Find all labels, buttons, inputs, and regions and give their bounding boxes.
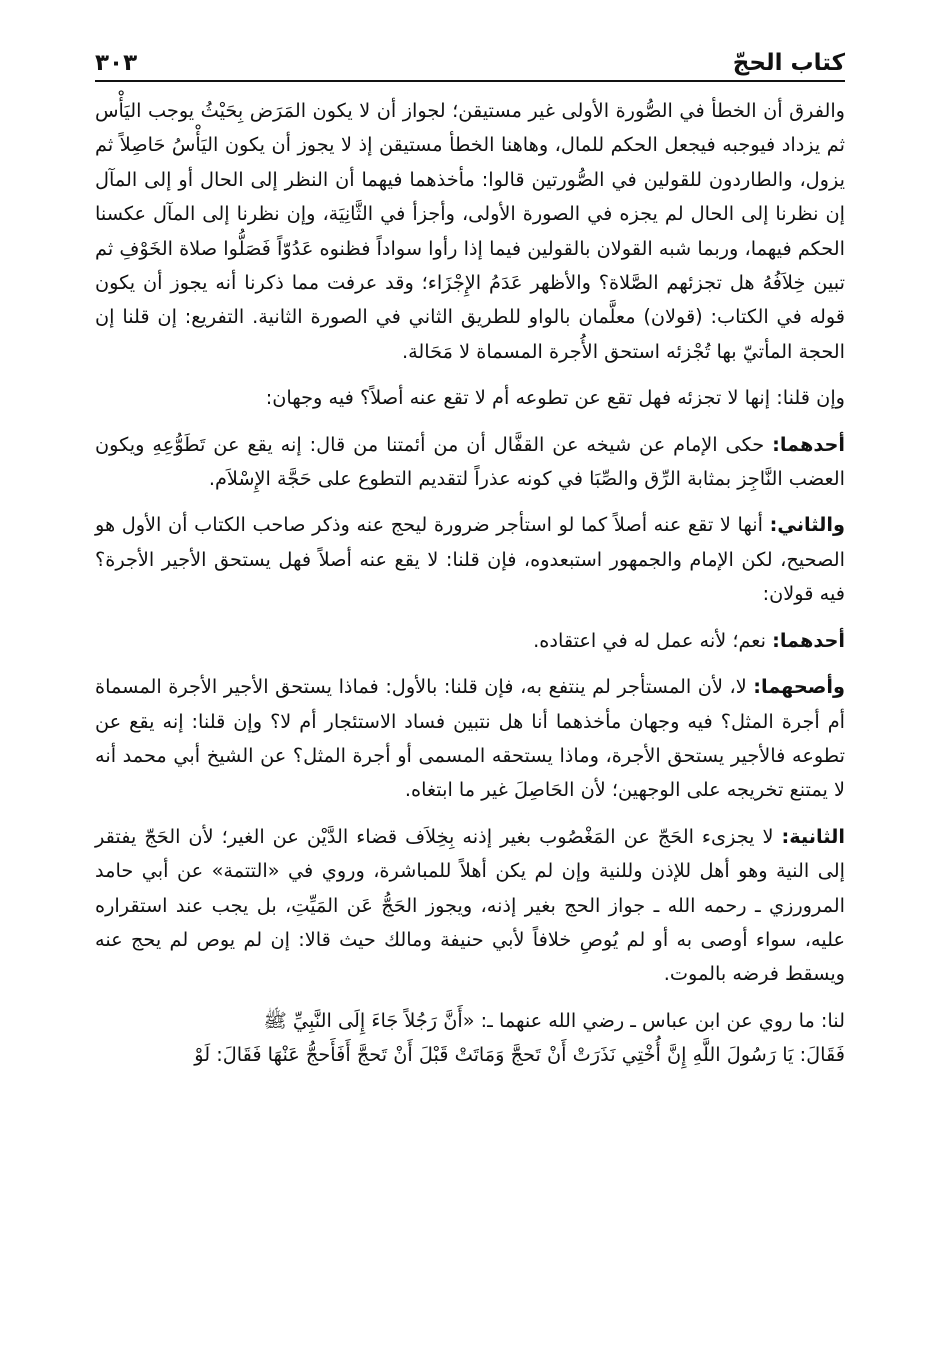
- paragraph-lead: أحدهما:: [772, 628, 845, 652]
- paragraph-text: والفرق أن الخطأ في الصُّورة الأولى غير مستيقن؛ لجواز أن لا يكون المَرَض بِحَيْثُ يوجب اليَأْس ثم يزداد فيوجبه فيجعل الحكم للمال، وهاهنا الخطأ مستيقن إذ لا يجوز أن يكون اليَأْسُ حَاصِلاً ثم يزول، والطاردون للقولين في الصُّورتين قالوا: مأخذهما فيهما أن النظر إلى الحال أو إلى المآل إن نظرنا إلى الحال لم يجزه في الصورة الأولى، وأجزأ في الثَّانِيَة، وإن نظرنا إلى المآل عكسنا الحكم فيهما، وربما شبه القولان بالقولين فيما إذا رأوا سواداً فظنوه عَدُوّاً فَصَلُّوا صلاة الخَوْفِ ثم تبين خِلاَفُهُ هل تجزئهم الصَّلاة؟ والأظهر عَدَمُ الإِجْزَاء؛ وقد عرفت مما ذكرنا أنه يجوز أن يكون قوله في الكتاب: (قولان) معلَّمان بالواو للطريق الثاني في الصورة الثانية. التفريع: إن قلنا إن الحجة المأتيّ بها تُجْزئه استحق الأُجرة المسماة لا مَحَالة.: [95, 99, 845, 363]
- paragraph-first-saying: [95, 624, 845, 658]
- paragraph-lead: وأصحهما:: [753, 675, 845, 699]
- paragraph-text: حكى الإمام عن شيخه عن القفَّال أن من أئمتنا من قال: إنه يقع عن تَطَوُّعِهِ ويكون العضب النَّاجِز بمثابة الرِّق والصِّبَا في كونه عذراً لتقديم التطوع على حَجَّة الإِسْلاَم.: [95, 432, 845, 491]
- paragraph-lead: الثانية:: [781, 824, 845, 848]
- hadith-line-2: فَقَالَ: يَا رَسُولَ اللَّهِ إِنَّ أُخْتِي نَذَرَتْ أَنْ تَحجَّ وَمَاتَتْ قَبْلَ أَنْ تَحجَّ أَفَأَحجُّ عَنْهَا فَقَالَ: لَوْ: [194, 1043, 845, 1067]
- paragraph-text: نعم؛ لأنه عمل له في اعتقاده.: [533, 628, 773, 652]
- running-title: كتاب الحجّ: [732, 50, 845, 76]
- page-number: ٣٠٣: [95, 50, 138, 76]
- paragraph-text: لا، لأن المستأجر لم ينتفع به، فإن قلنا: بالأول: فماذا يستحق الأجير الأجرة المسماة أم أجرة المثل؟ فيه وجهان مأخذهما أنا هل نتبين فساد الاستئجار أم لا؟ وإن قلنا: إنه يقع عن تطوعه فالأجير يستحق الأجرة، وماذا يستحقه المسمى أو أجرة المثل؟ عن الشيخ أبي محمد أنه لا يمتنع تخريجه على الوجهين؛ لأن الحَاصِلَ غير ما ابتغاه.: [95, 675, 845, 802]
- paragraph-text: وإن قلنا: إنها لا تجزئه فهل تقع عن تطوعه أم لا تقع عنه أصلاً؟ فيه وجهان:: [265, 386, 845, 410]
- paragraph-second-view: [95, 508, 845, 611]
- running-header: [95, 36, 845, 82]
- paragraph-lead: والثاني:: [769, 513, 845, 537]
- paragraph-text: أنها لا تقع عنه أصلاً كما لو استأجر ضرورة ليحج عنه وذكر صاحب الكتاب أن الأول هو الصحيح، لكن الإمام والجمهور استبعدوه، فإن قلنا: لا يقع عنه أصلاً فهل يستحق الأجير الأجرة؟ فيه قولان:: [95, 513, 845, 606]
- hadith-line-1: لنا: ما روي عن ابن عباس ـ رضي الله عنهما ـ: «أَنَّ رَجُلاً جَاءَ إِلَى النَّبِيِّ ﷺ: [263, 1008, 845, 1032]
- paragraph-lead: أحدهما:: [772, 432, 845, 456]
- paragraph-hadith: [95, 1004, 845, 1073]
- paragraph-sounder-saying: [95, 670, 845, 808]
- paragraph-text: لا يجزىء الحَجّ عن المَغْصُوب بغير إذنه بِخِلاَف قضاء الدَّيْن عن الغير؛ لأن الحَجّ يفتقر إلى النية وهو أهل للإذن وللنية وإن لم يكن أهلاً للمباشرة، وروي في «التتمة» عن أبي حامد المرورزي ـ رحمه الله ـ جواز الحج بغير إذنه، ويجوز الحَجُّ عَن المَيِّتِ، بل يجب عند استقراره عليه، سواء أوصى به أو لم يُوصِ خلافاً لأبي حنيفة ومالك حيث قالا: إن لم يوص لم يحج عنه ويسقط فرضه بالموت.: [95, 824, 845, 986]
- book-page: [95, 36, 845, 1073]
- paragraph-first-view: [95, 428, 845, 497]
- paragraph-two-views: [95, 381, 845, 415]
- paragraph-second-issue: [95, 820, 845, 992]
- body-text: [95, 94, 845, 1073]
- paragraph-difference: [95, 94, 845, 369]
